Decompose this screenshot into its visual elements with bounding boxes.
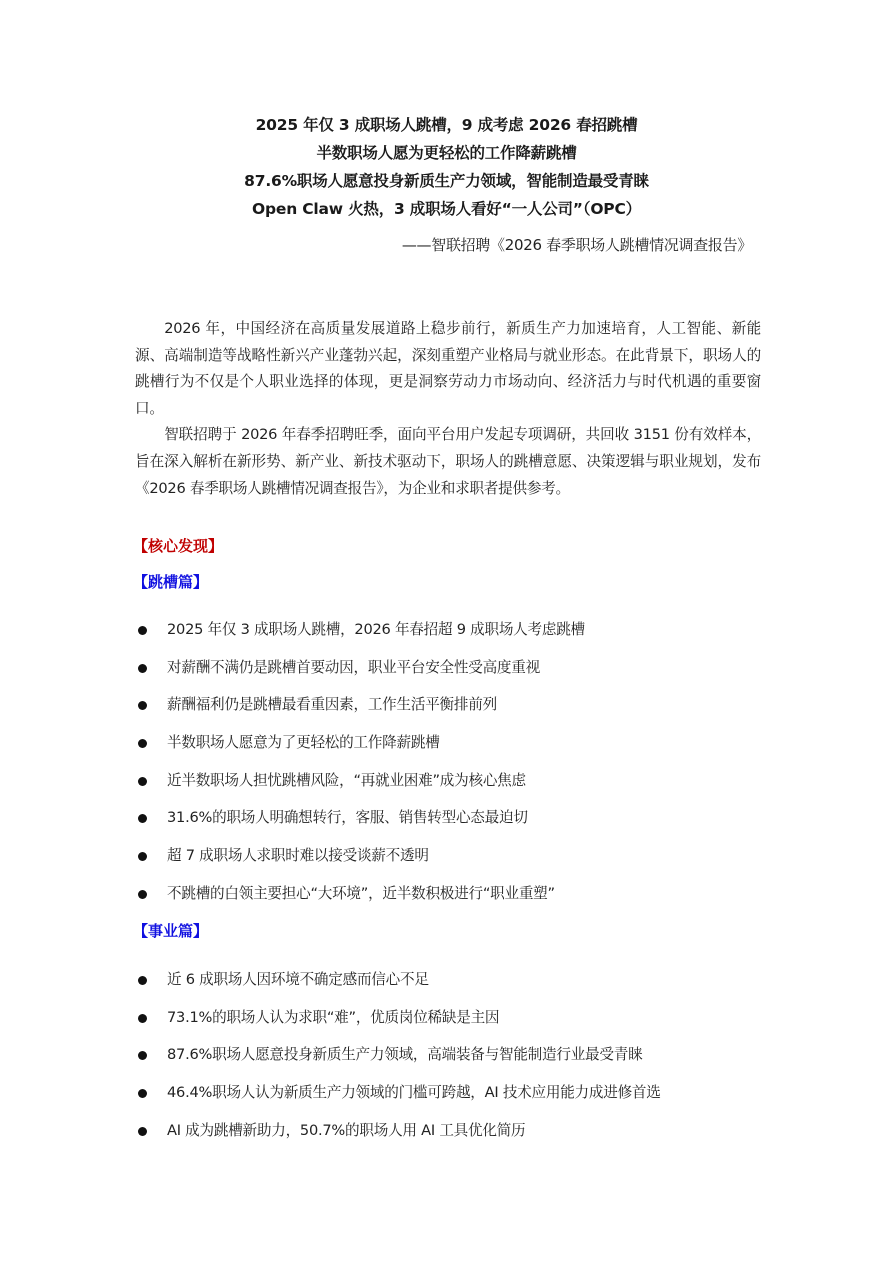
headline-line-4: Open Claw 火热，3 成职场人看好“一人公司”（OPC） <box>252 200 641 218</box>
core-findings-heading: 【核心发现】 <box>133 537 224 555</box>
intro-paragraph: 智联招聘于 2026 年春季招聘旺季，面向平台用户发起专项调研，共回收 3151 份有效样本，旨在深入解析在新形势、新产业、新技术驱动下，职场人的跳槽意愿、决策逻辑与职业规划，发布《2026 春季职场人跳槽情况调查报告》，为企业和求职者提供参考。 <box>135 426 761 497</box>
job-hopping-section-heading: 【跳槽篇】 <box>133 573 209 591</box>
list-item <box>135 1043 775 1081</box>
bullet-icon <box>138 626 147 635</box>
bullet-icon <box>138 976 147 985</box>
list-item <box>135 693 775 731</box>
bullet-icon <box>138 701 147 710</box>
job-hopping-findings-list <box>135 618 775 920</box>
career-findings-list <box>135 968 775 1156</box>
bullet-icon <box>138 1051 147 1060</box>
headline-block <box>0 111 893 223</box>
list-item-text: 46.4%职场人认为新质生产力领域的门槛可跨越，AI 技术应用能力成进修首选 <box>167 1084 661 1102</box>
list-item-text: 87.6%职场人愿意投身新质生产力领域，高端装备与智能制造行业最受青睐 <box>167 1046 643 1064</box>
list-item-text: 近 6 成职场人因环境不确定感而信心不足 <box>167 971 429 988</box>
report-attribution: ——智联招聘《2026 春季职场人跳槽情况调查报告》 <box>401 236 752 254</box>
bullet-icon <box>138 739 147 748</box>
bullet-icon <box>138 777 147 786</box>
career-section-heading: 【事业篇】 <box>133 922 209 940</box>
list-item <box>135 968 775 1006</box>
bullet-icon <box>138 890 147 899</box>
bullet-icon <box>138 852 147 861</box>
intro-section <box>135 316 761 502</box>
bullet-icon <box>138 1014 147 1023</box>
headline-line-2: 半数职场人愿为更轻松的工作降薪跳槽 <box>316 144 577 162</box>
headline-line-1: 2025 年仅 3 成职场人跳槽，9 成考虑 2026 春招跳槽 <box>255 116 638 134</box>
bullet-icon <box>138 1089 147 1098</box>
list-item-text: 不跳槽的白领主要担心“大环境”，近半数积极进行“职业重塑” <box>167 884 555 902</box>
bullet-icon <box>138 1127 147 1136</box>
list-item <box>135 882 775 920</box>
list-item <box>135 656 775 694</box>
list-item-text: 31.6%的职场人明确想转行，客服、销售转型心态最迫切 <box>167 809 528 827</box>
list-item-text: 73.1%的职场人认为求职“难”，优质岗位稀缺是主因 <box>167 1008 500 1026</box>
list-item <box>135 1119 775 1157</box>
bullet-icon <box>138 664 147 673</box>
list-item <box>135 769 775 807</box>
list-item-text: 2025 年仅 3 成职场人跳槽，2026 年春招超 9 成职场人考虑跳槽 <box>167 621 585 638</box>
intro-paragraph: 2026 年，中国经济在高质量发展道路上稳步前行，新质生产力加速培育，人工智能、新能源、高端制造等战略性新兴产业蓬勃兴起，深刻重塑产业格局与就业形态。在此背景下，职场人的跳槽行为不仅是个人职业选择的体现，更是洞察劳动力市场动向、经济活力与时代机遇的重要窗口。 <box>135 320 761 417</box>
list-item <box>135 731 775 769</box>
list-item-text: AI 成为跳槽新助力，50.7%的职场人用 AI 工具优化简历 <box>167 1121 526 1139</box>
list-item-text: 对薪酬不满仍是跳槽首要动因，职业平台安全性受高度重视 <box>167 658 540 676</box>
list-item <box>135 1081 775 1119</box>
list-item-text: 薪酬福利仍是跳槽最看重因素，工作生活平衡排前列 <box>167 696 497 714</box>
list-item-text: 超 7 成职场人求职时难以接受谈薪不透明 <box>167 847 429 865</box>
list-item <box>135 618 775 656</box>
headline-line-3: 87.6%职场人愿意投身新质生产力领域，智能制造最受青睐 <box>244 172 649 190</box>
bullet-icon <box>138 814 147 823</box>
list-item-text: 半数职场人愿意为了更轻松的工作降薪跳槽 <box>167 734 440 752</box>
list-item-text: 近半数职场人担忧跳槽风险，“再就业困难”成为核心焦虑 <box>167 771 526 789</box>
list-item <box>135 806 775 844</box>
list-item <box>135 844 775 882</box>
list-item <box>135 1006 775 1044</box>
